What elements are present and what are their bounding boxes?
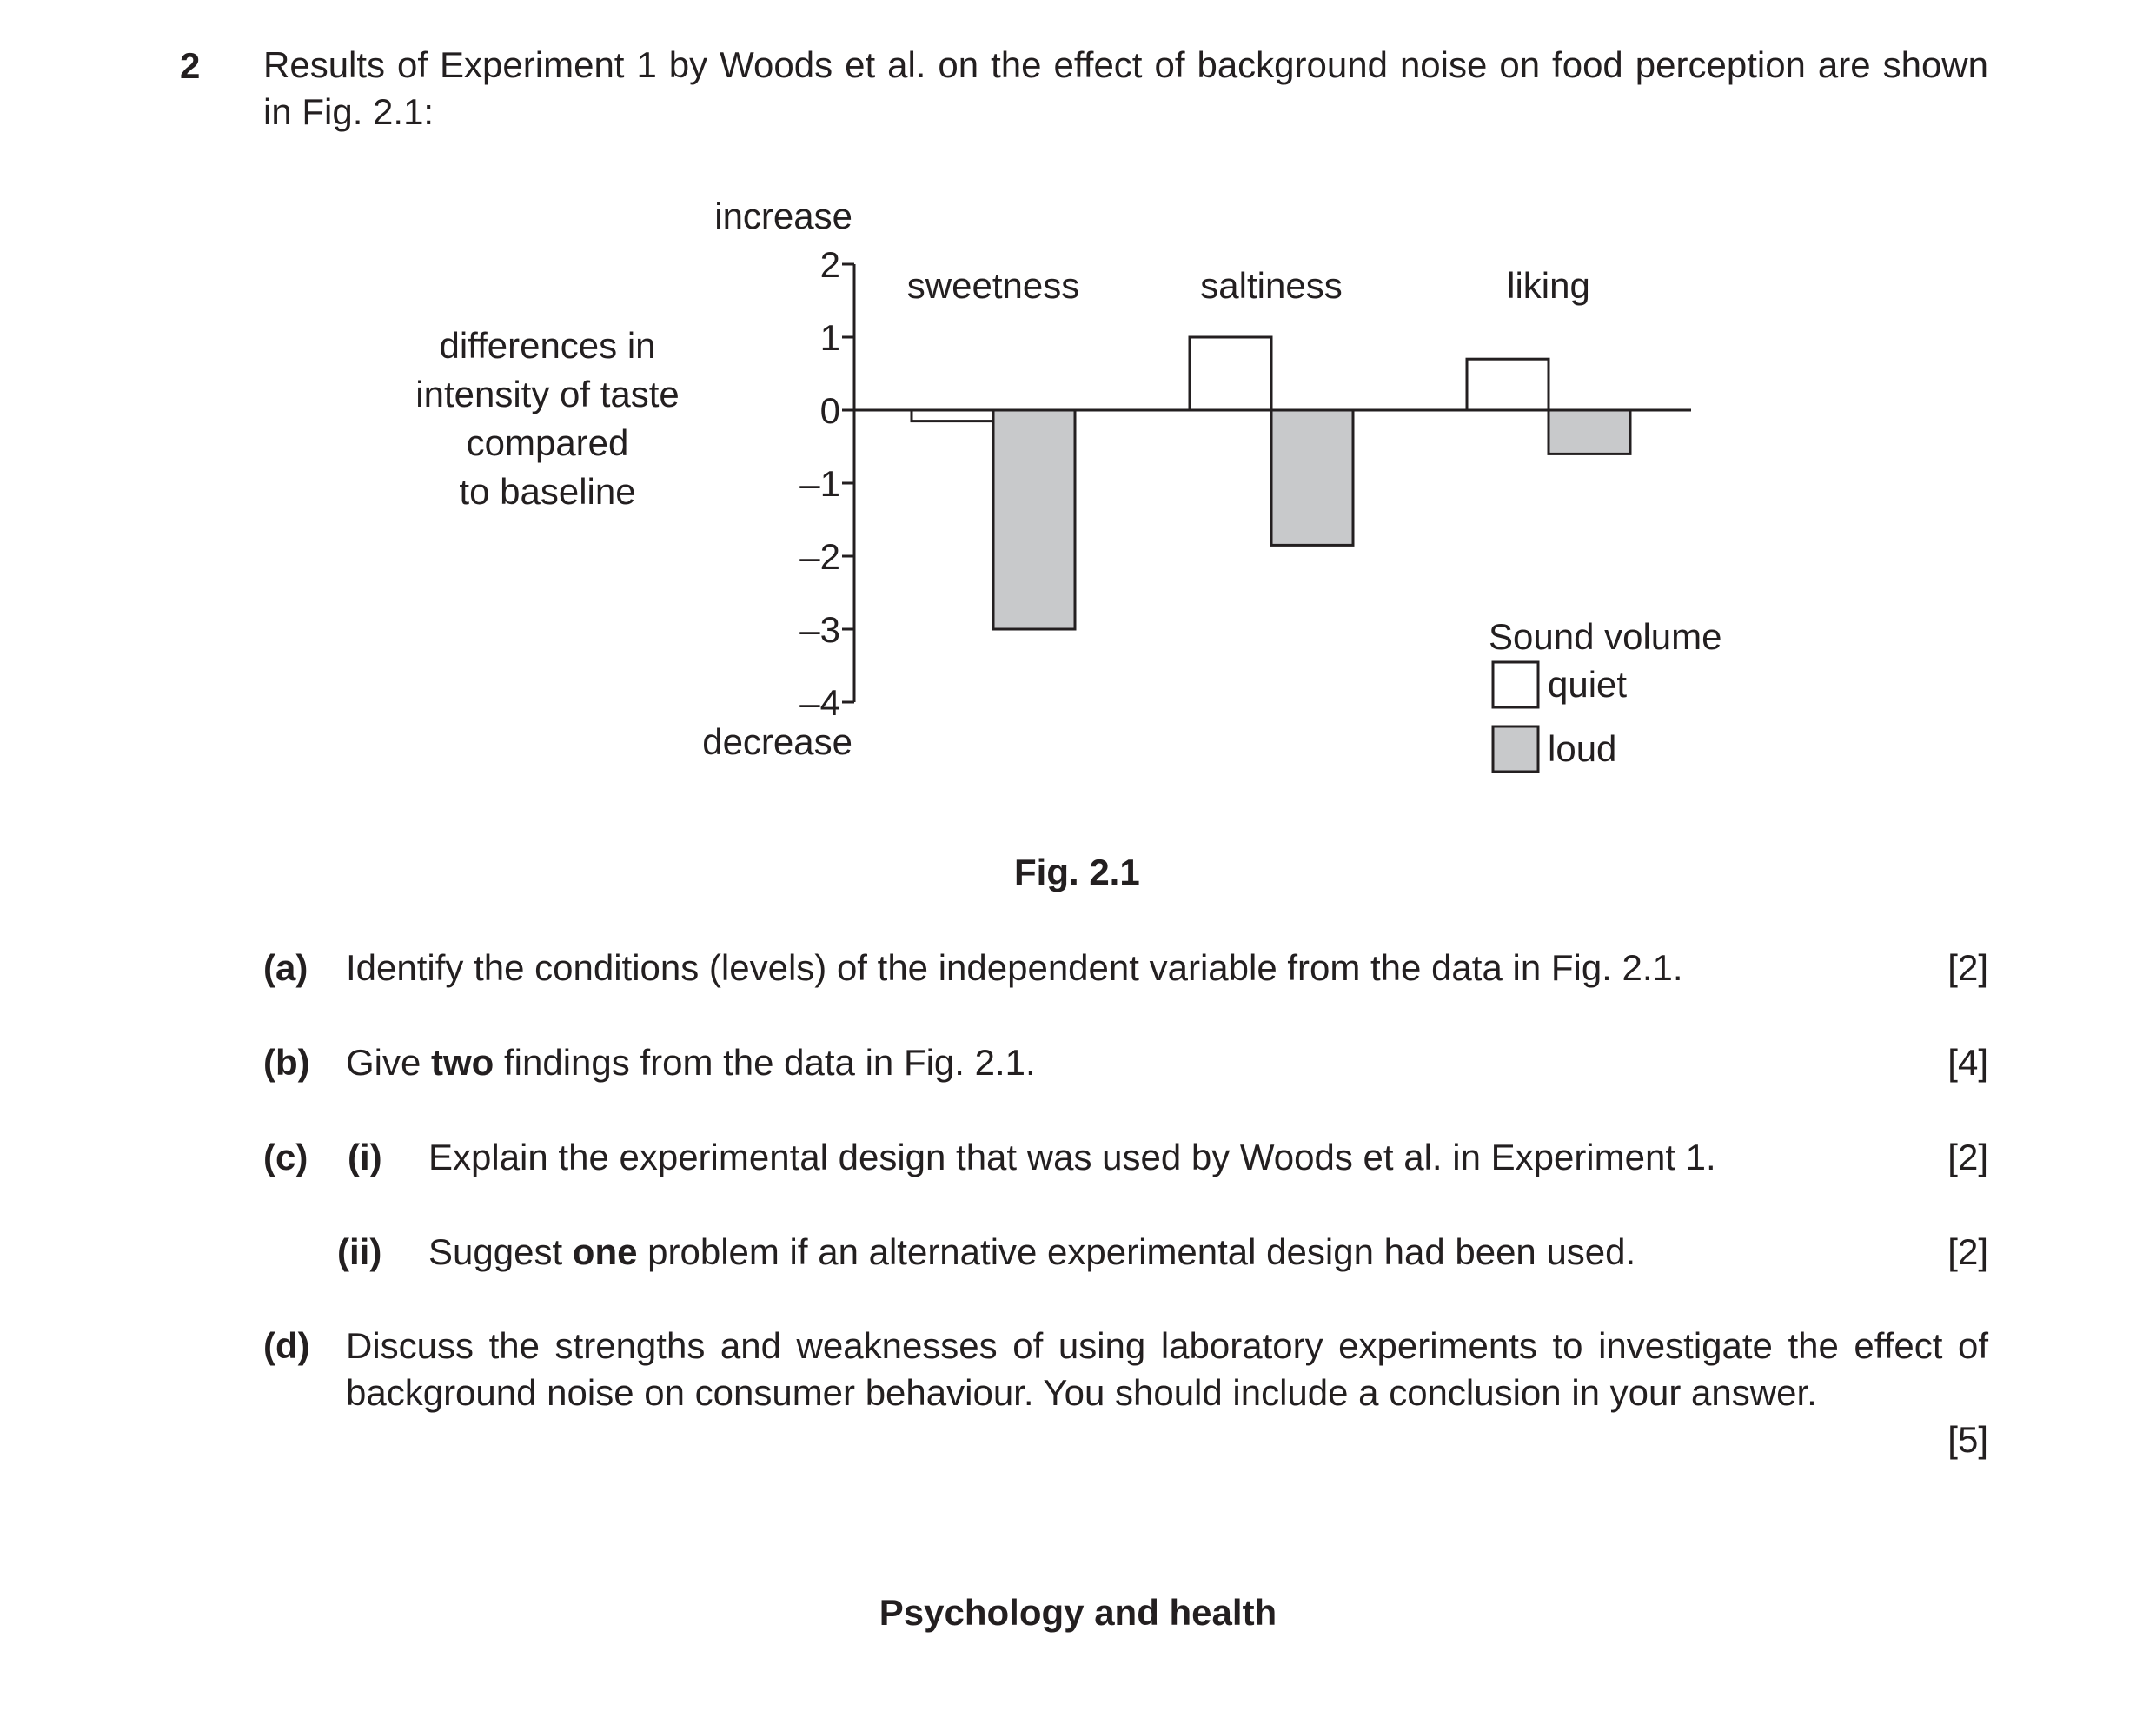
y-tick-label: –3 xyxy=(799,609,840,650)
subpart-label: (ii) xyxy=(337,1231,382,1272)
part-label: (d) xyxy=(263,1325,310,1366)
marks: [5] xyxy=(1947,1419,1988,1460)
category-label: liking xyxy=(1507,265,1590,306)
bar-quiet-liking xyxy=(1467,359,1549,410)
y-axis-label xyxy=(415,325,680,512)
y-tick-label: 2 xyxy=(819,244,840,285)
y-label-line: intensity of taste xyxy=(415,374,680,414)
y-tick-label: 1 xyxy=(819,317,840,358)
legend xyxy=(1489,616,1722,772)
legend-label-loud: loud xyxy=(1548,728,1617,769)
y-label-line: differences in xyxy=(439,325,656,366)
bar-quiet-saltiness xyxy=(1190,337,1271,410)
y-tick-label: –2 xyxy=(799,536,840,577)
marks: [2] xyxy=(1947,1231,1988,1272)
bar-loud-sweetness xyxy=(993,410,1075,629)
legend-swatch-loud xyxy=(1493,726,1538,772)
y-axis xyxy=(799,244,854,723)
legend-title: Sound volume xyxy=(1489,616,1722,657)
part-d xyxy=(263,1323,1988,1470)
part-b xyxy=(263,1039,1988,1086)
y-top-label: increase xyxy=(714,196,852,236)
part-text: Discuss the strengths and weaknesses of using laboratory experiments to investigate the effect of background noise on consumer behaviour. You should include a conclusion in your answer. xyxy=(346,1325,1988,1413)
part-text: Identify the conditions (levels) of the independent variable from the data in Fig. 2.1. xyxy=(346,947,1683,988)
y-tick-label: 0 xyxy=(819,390,840,431)
bar-loud-saltiness xyxy=(1271,410,1353,545)
subpart-label: (i) xyxy=(348,1137,382,1177)
part-a xyxy=(263,945,1988,991)
bars xyxy=(912,337,1630,629)
y-tick-label: –4 xyxy=(799,682,840,723)
question-intro: Results of Experiment 1 by Woods et al. on the effect of background noise on food perception are shown in Fig. 2.1: xyxy=(263,44,1988,132)
category-label: sweetness xyxy=(906,265,1080,306)
legend-label-quiet: quiet xyxy=(1548,664,1628,705)
category-label: saltiness xyxy=(1200,265,1343,306)
question-number: 2 xyxy=(180,45,201,86)
part-text: Explain the experimental design that was used by Woods et al. in Experiment 1. xyxy=(428,1137,1716,1177)
y-label-line: compared xyxy=(466,422,629,463)
marks: [2] xyxy=(1947,947,1988,988)
part-label: (b) xyxy=(263,1042,310,1083)
bar-loud-liking xyxy=(1549,410,1630,454)
y-bottom-label: decrease xyxy=(702,721,852,762)
part-c-i xyxy=(263,1134,1988,1181)
legend-swatch-quiet xyxy=(1493,662,1538,707)
y-tick-label: –1 xyxy=(799,463,840,504)
part-c-ii xyxy=(263,1229,1988,1276)
part-text: Give two findings from the data in Fig. 2.1. xyxy=(346,1042,1036,1083)
bar-chart xyxy=(0,0,2156,834)
section-heading: Psychology and health xyxy=(879,1592,1277,1633)
part-text: Suggest one problem if an alternative experimental design had been used. xyxy=(428,1231,1636,1272)
marks: [4] xyxy=(1947,1042,1988,1083)
figure-caption: Fig. 2.1 xyxy=(1014,852,1140,892)
category-labels xyxy=(907,265,1590,306)
y-label-line: to baseline xyxy=(459,471,636,512)
marks: [2] xyxy=(1947,1137,1988,1177)
bar-quiet-sweetness xyxy=(912,410,993,421)
part-label: (a) xyxy=(263,947,308,988)
part-label: (c) xyxy=(263,1137,308,1177)
